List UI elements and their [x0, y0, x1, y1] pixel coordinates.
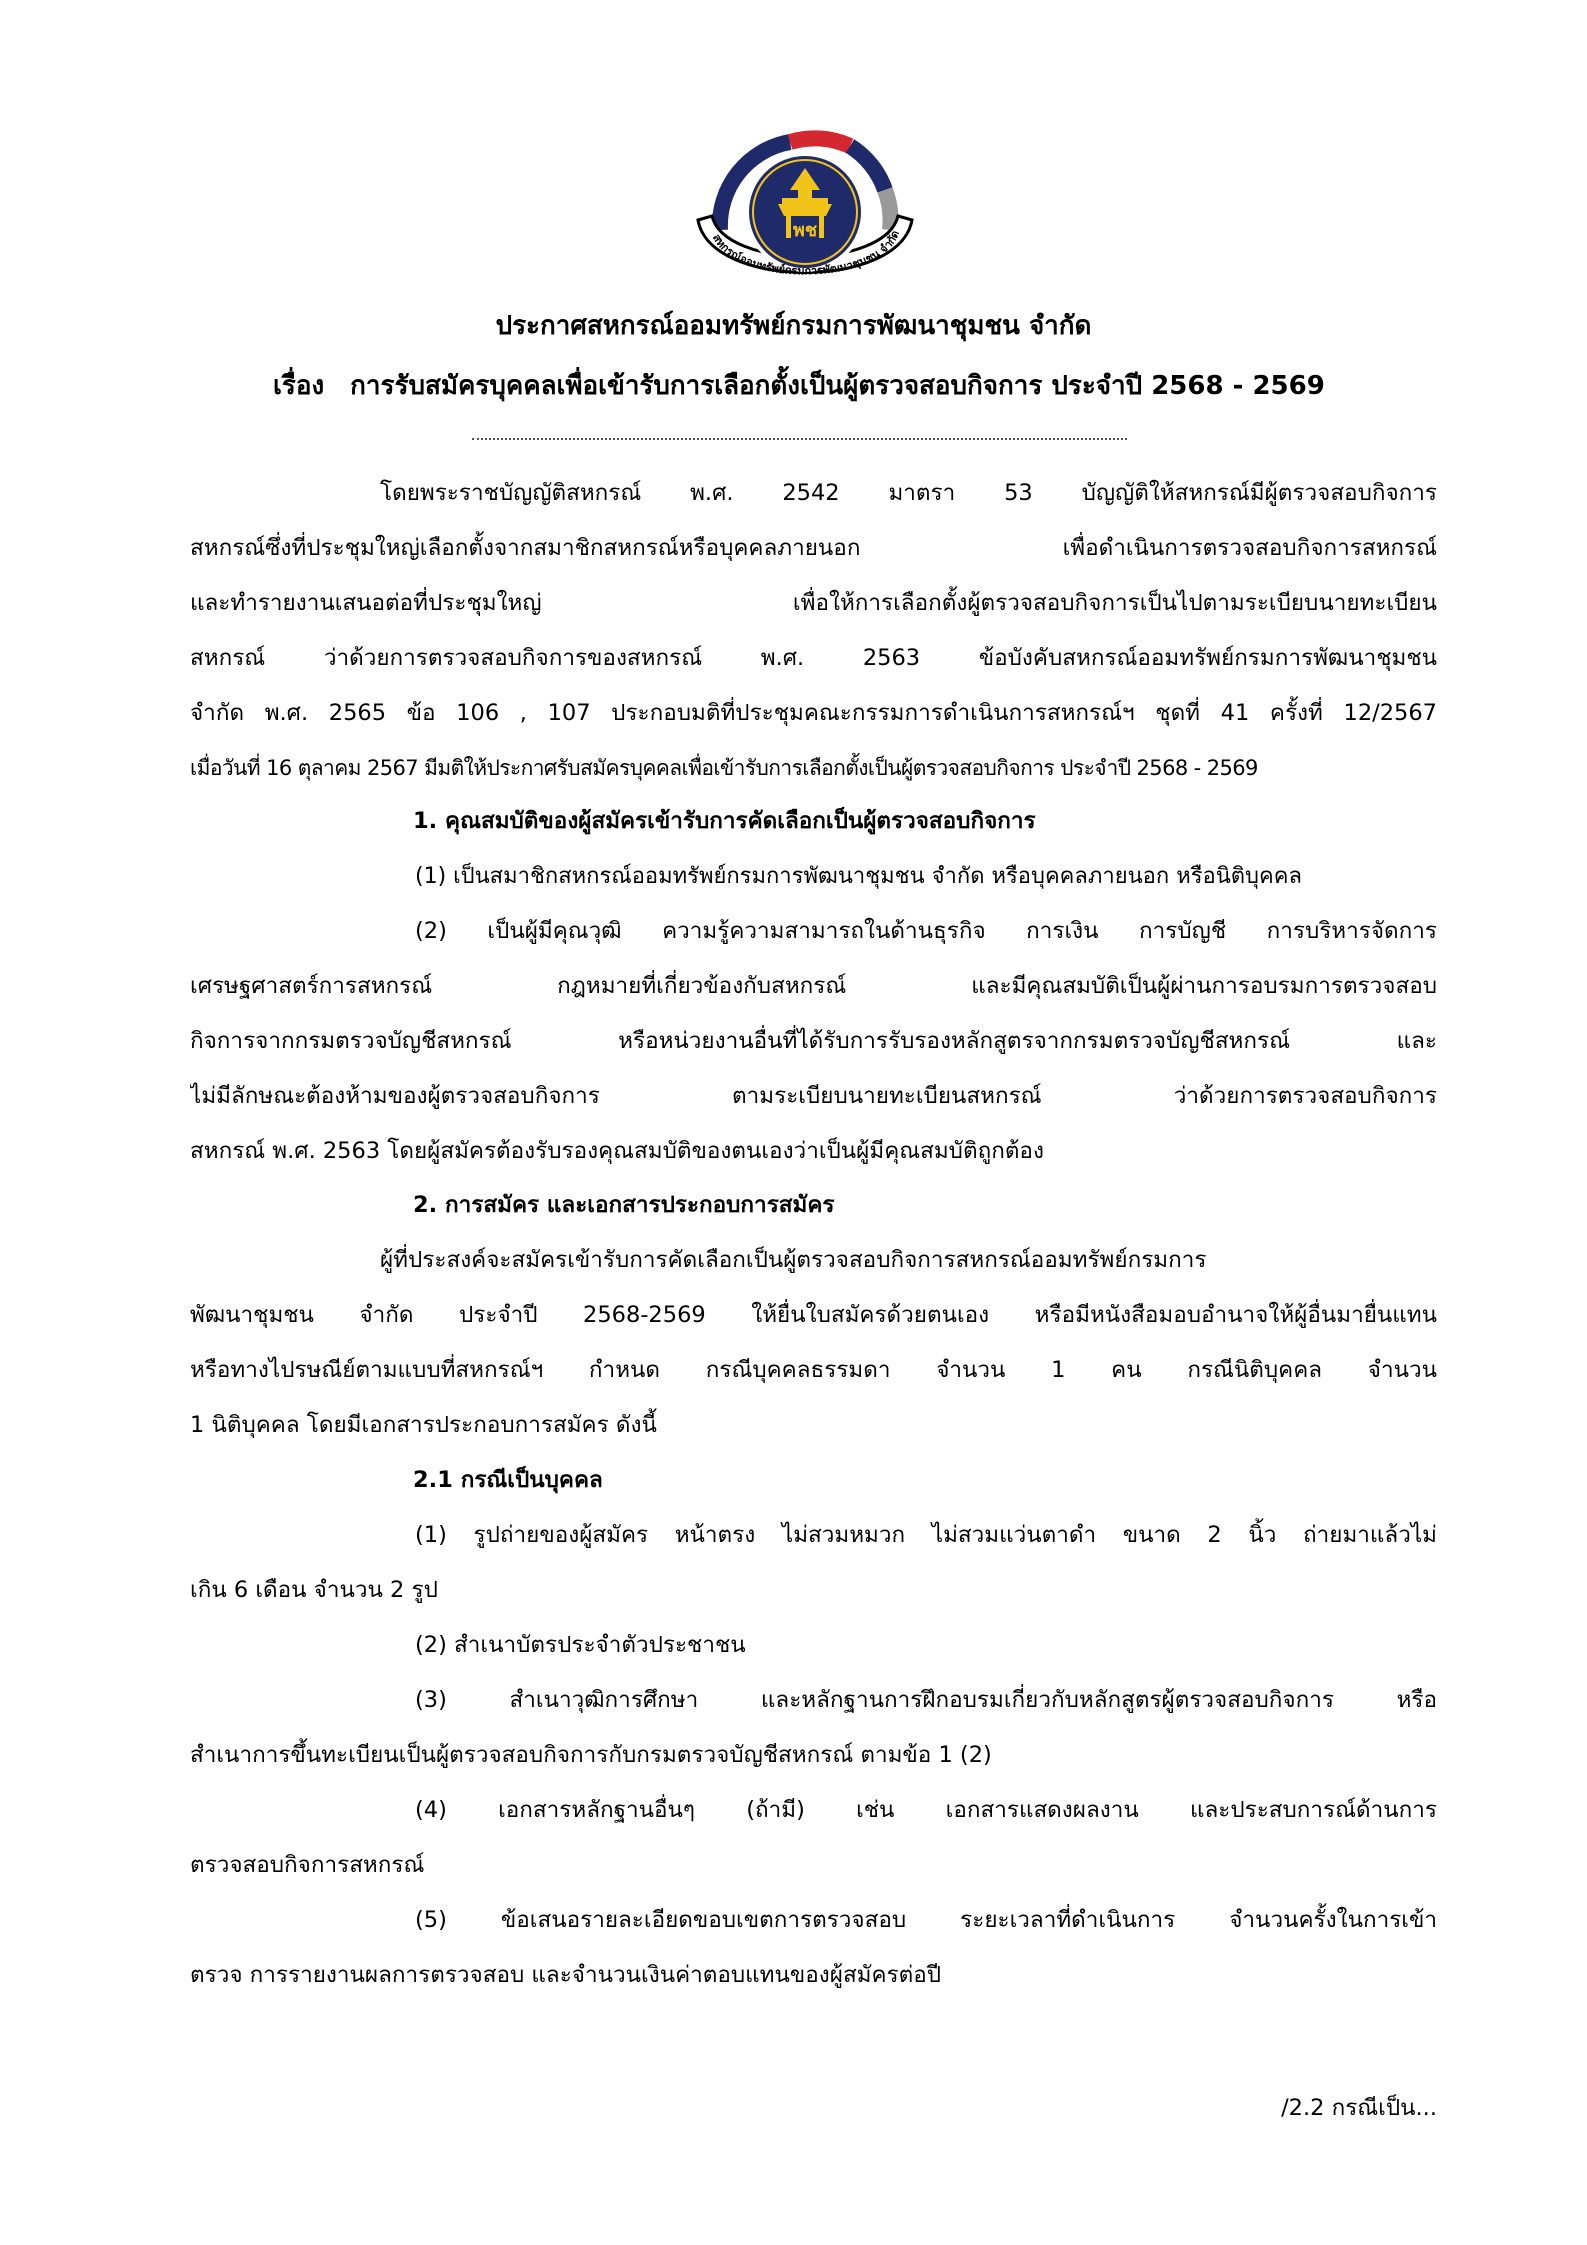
section2-paragraph-line: หรือทางไปรษณีย์ตามแบบที่สหกรณ์ฯ กำหนด กรณีบุคคลธรรมดา จำนวน 1 คน กรณีนิติบุคคล จำนวน [190, 1357, 1437, 1383]
intro-line: โดยพระราชบัญญัติสหกรณ์ พ.ศ. 2542 มาตรา 53 บัญญัติให้สหกรณ์มีผู้ตรวจสอบกิจการ [380, 480, 1437, 506]
section2-1-item1-line: เกิน 6 เดือน จำนวน 2 รูป [190, 1577, 438, 1603]
section2-paragraph-line: 1 นิติบุคคล โดยมีเอกสารประกอบการสมัคร ดังนี้ [190, 1412, 657, 1438]
section1-heading: 1. คุณสมบัติของผู้สมัครเข้ารับการคัดเลือกเป็นผู้ตรวจสอบกิจการ [413, 808, 1036, 834]
intro-line: สหกรณ์ ว่าด้วยการตรวจสอบกิจการของสหกรณ์ พ.ศ. 2563 ข้อบังคับสหกรณ์ออมทรัพย์กรมการพัฒนาชุมชน [190, 645, 1437, 671]
section2-1-item2: (2) สำเนาบัตรประจำตัวประชาชน [415, 1632, 746, 1658]
cooperative-seal-logo [680, 120, 930, 300]
section2-paragraph-line: พัฒนาชุมชน จำกัด ประจำปี 2568-2569 ให้ยื่นใบสมัครด้วยตนเอง หรือมีหนังสือมอบอำนาจให้ผู้อื่นมายื่นแทน [190, 1302, 1437, 1328]
section1-item2-line: ไม่มีลักษณะต้องห้ามของผู้ตรวจสอบกิจการ ตามระเบียบนายทะเบียนสหกรณ์ ว่าด้วยการตรวจสอบกิจการ [190, 1083, 1437, 1109]
announcement-subject [180, 366, 1407, 406]
section2-1-item5-line: ตรวจ การรายงานผลการตรวจสอบ และจำนวนเงินค่าตอบแทนของผู้สมัครต่อปี [190, 1962, 942, 1988]
section2-1-item3-line: สำเนาการขึ้นทะเบียนเป็นผู้ตรวจสอบกิจการกับกรมตรวจบัญชีสหกรณ์ ตามข้อ 1 (2) [190, 1742, 992, 1768]
intro-line: เมื่อวันที่ 16 ตุลาคม 2567 มีมติให้ประกาศรับสมัครบุคคลเพื่อเข้ารับการเลือกตั้งเป็นผู้ตรวจสอบกิจการ ประจำปี 2568 - 2569 [190, 756, 1258, 780]
section1-item2-line: สหกรณ์ พ.ศ. 2563 โดยผู้สมัครต้องรับรองคุณสมบัติของตนเองว่าเป็นผู้มีคุณสมบัติถูกต้อง [190, 1138, 1044, 1164]
logo-ring-text: สหกรณ์ออมทรัพย์กรมการพัฒนาชุมชน จำกัด [709, 228, 902, 278]
section2-1-item1-line: (1) รูปถ่ายของผู้สมัคร หน้าตรง ไม่สวมหมวก ไม่สวมแว่นตาดำ ขนาด 2 นิ้ว ถ่ายมาแล้วไม่ [415, 1522, 1437, 1548]
subject-text: การรับสมัครบุคคลเพื่อเข้ารับการเลือกตั้งเป็นผู้ตรวจสอบกิจการ ประจำปี 2568 - 2569 [350, 371, 1325, 401]
section1-item2-line: เศรษฐศาสตร์การสหกรณ์ กฎหมายที่เกี่ยวข้องกับสหกรณ์ และมีคุณสมบัติเป็นผู้ผ่านการอบรมการตรวจสอบ [190, 973, 1437, 999]
section1-item2-line: กิจการจากกรมตรวจบัญชีสหกรณ์ หรือหน่วยงานอื่นที่ได้รับการรับรองหลักสูตรจากกรมตรวจบัญชีสหกรณ์ และ [190, 1028, 1437, 1054]
intro-line: และทำรายงานเสนอต่อที่ประชุมใหญ่ เพื่อให้การเลือกตั้งผู้ตรวจสอบกิจการเป็นไปตามระเบียบนายทะเบียน [190, 590, 1437, 616]
section1-item1: (1) เป็นสมาชิกสหกรณ์ออมทรัพย์กรมการพัฒนาชุมชน จำกัด หรือบุคคลภายนอก หรือนิติบุคคล [415, 864, 1302, 889]
subject-label: เรื่อง [273, 371, 325, 401]
dotted-separator [472, 438, 1127, 440]
section2-1-item4-line: (4) เอกสารหลักฐานอื่นๆ (ถ้ามี) เช่น เอกสารแสดงผลงาน และประสบการณ์ด้านการ [415, 1797, 1437, 1823]
section2-heading: 2. การสมัคร และเอกสารประกอบการสมัคร [413, 1192, 835, 1218]
intro-line: สหกรณ์ซึ่งที่ประชุมใหญ่เลือกตั้งจากสมาชิกสหกรณ์หรือบุคคลภายนอก เพื่อดำเนินการตรวจสอบกิจการสหกรณ์ [190, 535, 1437, 561]
section2-1-heading: 2.1 กรณีเป็นบุคคล [413, 1467, 603, 1493]
section1-item2-line: (2) เป็นผู้มีคุณวุฒิ ความรู้ความสามารถในด้านธุรกิจ การเงิน การบัญชี การบริหารจัดการ [415, 918, 1437, 944]
logo-center-text: พช [792, 220, 818, 241]
continuation-note: /2.2 กรณีเป็น... [1281, 2095, 1437, 2121]
section2-1-item5-line: (5) ข้อเสนอรายละเอียดขอบเขตการตรวจสอบ ระยะเวลาที่ดำเนินการ จำนวนครั้งในการเข้า [415, 1907, 1437, 1933]
section2-1-item4-line: ตรวจสอบกิจการสหกรณ์ [190, 1852, 425, 1878]
announcement-title: ประกาศสหกรณ์ออมทรัพย์กรมการพัฒนาชุมชน จำกัด [495, 311, 1092, 341]
section2-paragraph-line: ผู้ที่ประสงค์จะสมัครเข้ารับการคัดเลือกเป็นผู้ตรวจสอบกิจการสหกรณ์ออมทรัพย์กรมการ [380, 1247, 1207, 1273]
intro-line: จำกัด พ.ศ. 2565 ข้อ 106 , 107 ประกอบมติที่ประชุมคณะกรรมการดำเนินการสหกรณ์ฯ ชุดที่ 41 ครั้งที่ 12/2567 [190, 700, 1437, 726]
section2-1-item3-line: (3) สำเนาวุฒิการศึกษา และหลักฐานการฝึกอบรมเกี่ยวกับหลักสูตรผู้ตรวจสอบกิจการ หรือ [415, 1687, 1437, 1713]
